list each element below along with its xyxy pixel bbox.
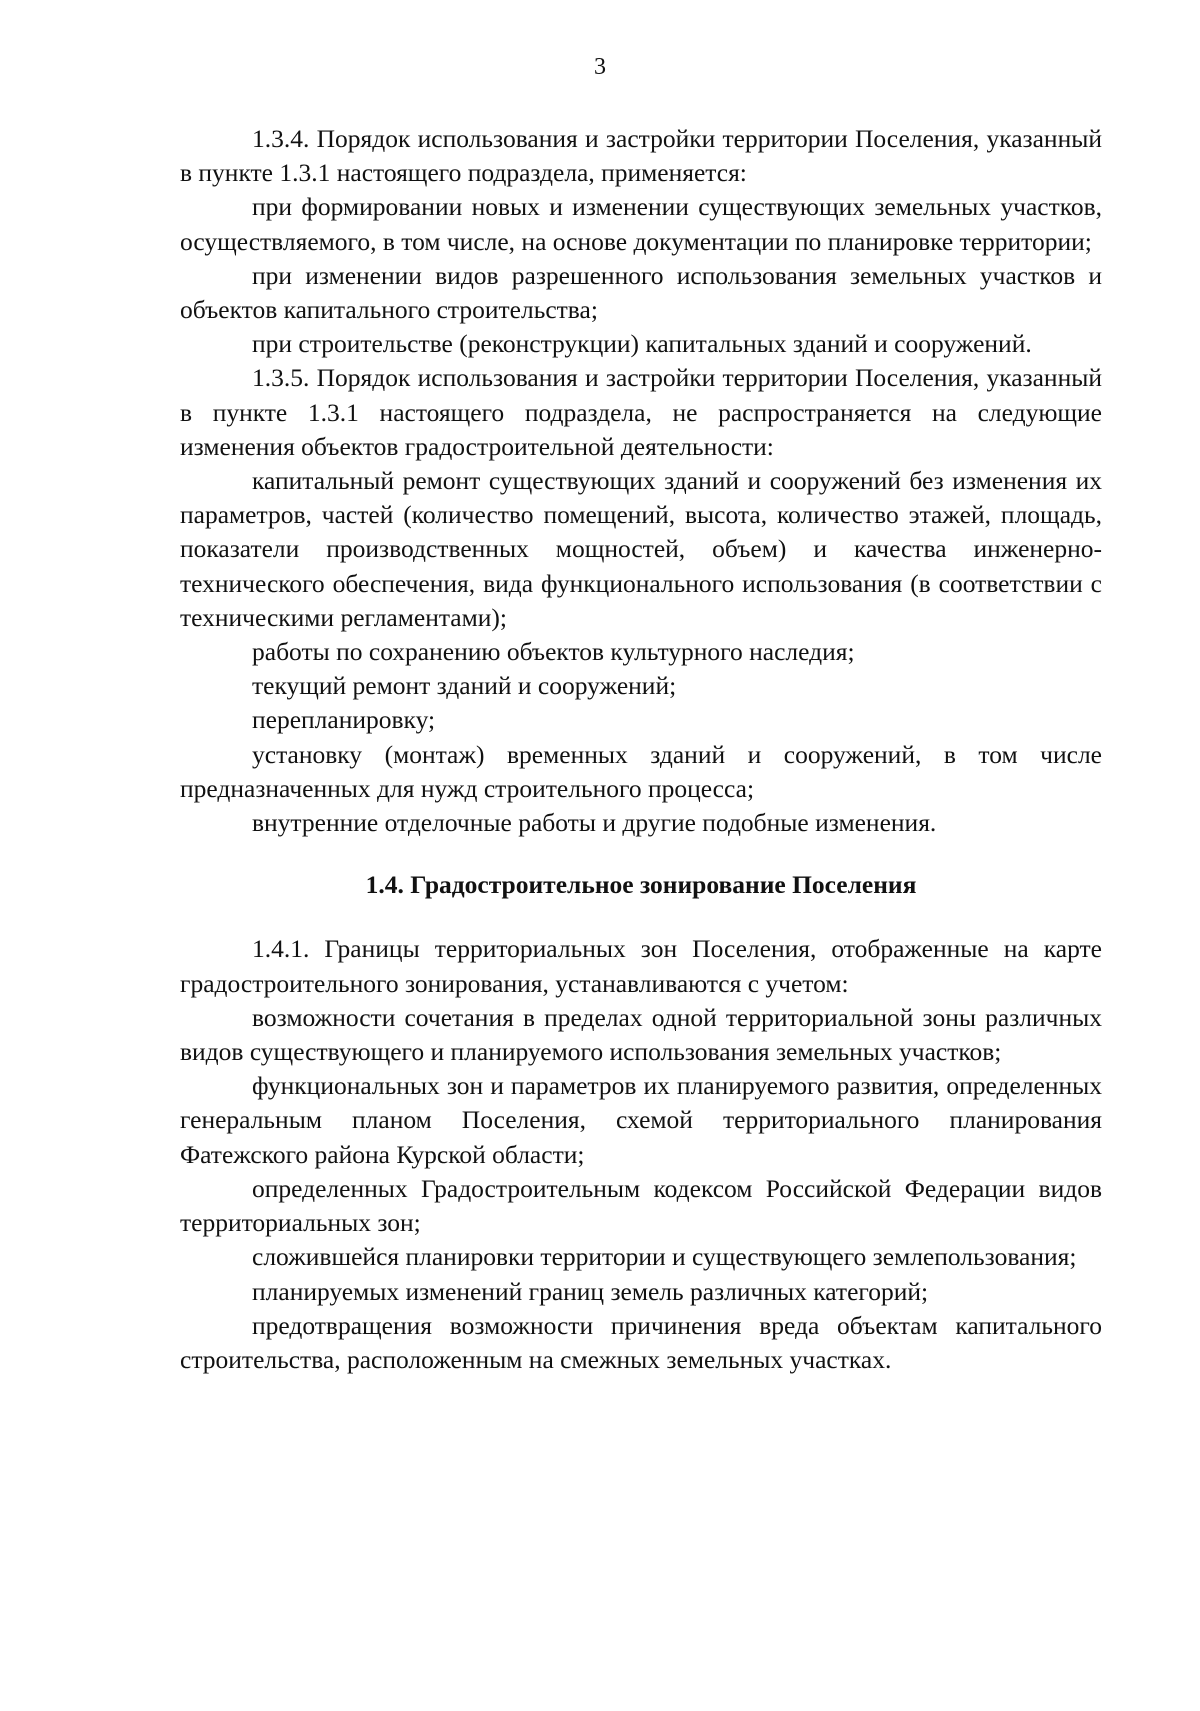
paragraph-1-4-1: 1.4.1. Границы территориальных зон Поселения, отображенные на карте градостроительного зонирования, устанавливаются с учетом: bbox=[180, 934, 1102, 998]
list-item: предотвращения возможности причинения вреда объектам капитального строительства, расположенным на смежных земельных участках. bbox=[180, 1310, 1102, 1374]
list-item: капитальный ремонт существующих зданий и сооружений без изменения их параметров, частей (количество помещений, высота, количество этажей, площадь, показатели производственных мощностей, объем) и качества инженерно-технического обеспечения, вида функционального использования (в соответствии с техническими регламентами); bbox=[180, 466, 1102, 632]
list-item: при изменении видов разрешенного использования земельных участков и объектов капитального строительства; bbox=[180, 260, 1102, 325]
page-number: 3 bbox=[594, 54, 606, 80]
list-item: сложившейся планировки территории и существующего землепользования; bbox=[252, 1242, 1077, 1272]
paragraph-1-3-4: 1.3.4. Порядок использования и застройки территории Поселения, указанный в пункте 1.3.1 настоящего подраздела, применяется: bbox=[180, 124, 1102, 188]
spacer bbox=[180, 840, 1102, 868]
paragraph-1-3-5: 1.3.5. Порядок использования и застройки территории Поселения, указанный в пункте 1.3.1 настоящего подраздела, не распространяется на следующие изменения объектов градостроительной деятельности: bbox=[180, 363, 1102, 461]
list-item: при строительстве (реконструкции) капитальных зданий и сооружений. bbox=[252, 329, 1032, 359]
list-item: функциональных зон и параметров их планируемого развития, определенных генеральным планом Поселения, схемой территориального планирования Фатежского района Курской области; bbox=[180, 1071, 1102, 1169]
list-item: определенных Градостроительным кодексом Российской Федерации видов территориальных зон; bbox=[180, 1173, 1102, 1238]
list-item: установку (монтаж) временных зданий и сооружений, в том числе предназначенных для нужд строительного процесса; bbox=[180, 739, 1102, 803]
list-item: перепланировку; bbox=[252, 705, 436, 735]
list-item: внутренние отделочные работы и другие подобные изменения. bbox=[252, 808, 937, 838]
list-item: планируемых изменений границ земель различных категорий; bbox=[252, 1276, 929, 1306]
spacer bbox=[180, 902, 1102, 932]
list-item: при формировании новых и изменении существующих земельных участков, осуществляемого, в том числе, на основе документации по планировке территории; bbox=[180, 192, 1102, 256]
list-item: работы по сохранению объектов культурного наследия; bbox=[252, 637, 855, 667]
list-item: возможности сочетания в пределах одной территориальной зоны различных видов существующего и планируемого использования земельных участков; bbox=[180, 1002, 1102, 1067]
document-body bbox=[180, 122, 1102, 1377]
list-item: текущий ремонт зданий и сооружений; bbox=[252, 671, 677, 701]
section-heading: 1.4. Градостроительное зонирование Поселения bbox=[365, 870, 917, 900]
